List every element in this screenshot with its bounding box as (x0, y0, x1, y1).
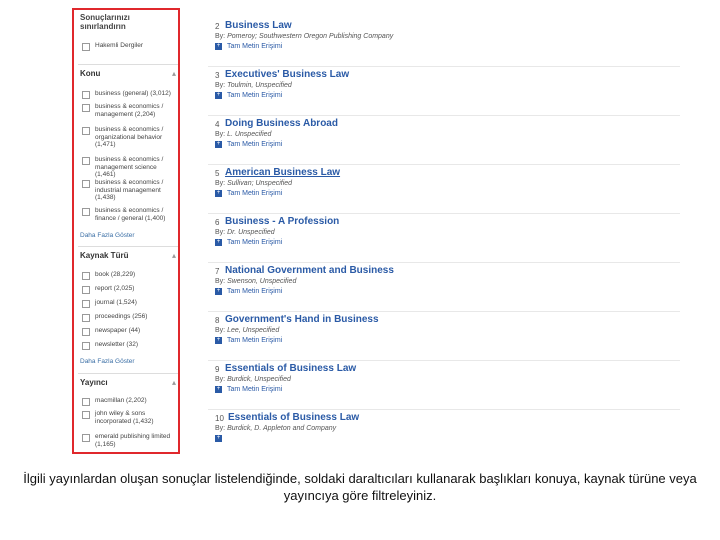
checkbox-box[interactable] (82, 328, 90, 336)
checkbox-box[interactable] (82, 342, 90, 350)
plus-icon: + (216, 43, 221, 49)
result-author (215, 327, 279, 334)
publisher-option[interactable] (82, 433, 178, 448)
full-text-link[interactable] (215, 288, 282, 295)
by-label: By: (215, 131, 226, 138)
checkbox-label: emerald publishing limited (1,165) (95, 433, 171, 448)
checkbox-label: proceedings (256) (95, 313, 148, 320)
source-type-option[interactable] (82, 327, 178, 336)
checkbox-box[interactable] (82, 272, 90, 280)
sidebar-title: Sonuçlarınızı sınırlandırın (80, 13, 130, 31)
full-text-label[interactable]: Tam Metin Erişimi (227, 141, 283, 148)
checkbox-box[interactable] (82, 398, 90, 406)
checkbox-box[interactable] (82, 157, 90, 165)
result-item (208, 214, 680, 263)
full-text-link[interactable] (215, 43, 282, 50)
collapse-icon[interactable]: ▴ (171, 251, 176, 260)
checkbox-label: book (28,229) (95, 271, 136, 278)
result-number: 4 (215, 120, 220, 129)
checkbox-box[interactable] (82, 208, 90, 216)
checkbox-box[interactable] (82, 300, 90, 308)
divider (78, 246, 178, 247)
checkbox-label: business (general) (3,012) (95, 90, 171, 97)
result-number: 10 (215, 414, 224, 423)
author-name: Burdick, Unspecified (227, 376, 291, 383)
checkbox-label: macmillan (2,202) (95, 397, 147, 404)
plus-icon: + (216, 386, 221, 392)
result-number: 2 (215, 22, 220, 31)
checkbox-label: newspaper (44) (95, 327, 141, 334)
author-name: Sullivan; Unspecified (227, 180, 293, 187)
checkbox-label: business & economics / management science (1,461) (95, 156, 164, 178)
result-title-link[interactable]: Doing Business Abroad (225, 118, 338, 129)
result-item (208, 263, 680, 312)
result-item (208, 312, 680, 361)
result-item (208, 116, 680, 165)
plus-icon: + (216, 288, 221, 294)
collapse-icon[interactable]: ▴ (171, 69, 176, 78)
author-name: Burdick, D. Appleton and Company (227, 425, 337, 432)
checkbox-label: business & economics / industrial management (1,438) (95, 179, 164, 201)
full-text-link[interactable] (215, 386, 282, 393)
result-number: 7 (215, 267, 220, 276)
publisher-option[interactable] (82, 410, 178, 425)
full-text-label[interactable]: Tam Metin Erişimi (227, 288, 283, 295)
checkbox-label: john wiley & sons incorporated (1,432) (95, 410, 154, 425)
author-name: Swenson, Unspecified (227, 278, 297, 285)
checkbox-box[interactable] (82, 91, 90, 99)
source-type-option[interactable] (82, 313, 178, 322)
checkbox-box[interactable] (82, 43, 90, 51)
plus-icon: + (216, 337, 221, 343)
subject-option[interactable] (82, 126, 178, 149)
result-item (208, 410, 680, 454)
subject-heading[interactable]: Konu (80, 69, 101, 78)
result-title-link[interactable]: Executives' Business Law (225, 69, 350, 80)
result-author (215, 180, 292, 187)
result-title-link[interactable]: Business Law (225, 20, 292, 31)
result-item (208, 67, 680, 116)
checkbox-label: newsletter (32) (95, 341, 138, 348)
full-text-link[interactable] (215, 92, 282, 99)
full-text-label[interactable]: Tam Metin Erişimi (227, 337, 283, 344)
by-label: By: (215, 229, 226, 236)
checkbox-label: business & economics / management (2,204) (95, 103, 164, 118)
full-text-link[interactable] (215, 141, 282, 148)
result-number: 9 (215, 365, 220, 374)
instruction-caption: İlgili yayınlardan oluşan sonuçlar listelendiğinde, soldaki daraltıcıları kullanarak başlıkları konuya, kaynak türüne veya yayıncıya göre filtreleyiniz. (23, 471, 697, 503)
subject-option[interactable] (82, 90, 178, 99)
checkbox-box[interactable] (82, 314, 90, 322)
result-title-link[interactable]: Essentials of Business Law (225, 363, 357, 374)
checkbox-label: journal (1,524) (95, 299, 137, 306)
plus-icon: + (216, 190, 221, 196)
full-text-link[interactable] (215, 190, 282, 197)
result-title-link[interactable]: Government's Hand in Business (225, 314, 379, 325)
plus-icon: + (216, 141, 221, 147)
by-label: By: (215, 180, 226, 187)
source-type-option[interactable] (82, 341, 178, 350)
checkbox-label: report (2,025) (95, 285, 135, 292)
divider (78, 64, 178, 65)
by-label: By: (215, 33, 226, 40)
filter-sidebar (72, 8, 180, 454)
divider (78, 373, 178, 374)
result-author (215, 33, 393, 40)
subject-option[interactable] (82, 179, 178, 202)
checkbox-box[interactable] (82, 104, 90, 112)
checkbox-box[interactable] (82, 180, 90, 188)
full-text-link[interactable] (215, 337, 282, 344)
source-type-option[interactable] (82, 299, 178, 308)
show-more-source-link[interactable]: Daha Fazla Göster (80, 358, 135, 365)
subject-option[interactable] (82, 156, 178, 179)
checkbox-label: Hakemli Dergiler (95, 42, 144, 49)
by-label: By: (215, 376, 226, 383)
full-text-link[interactable] (215, 239, 282, 246)
publisher-option[interactable] (82, 397, 178, 406)
show-more-subject-link[interactable]: Daha Fazla Göster (80, 232, 135, 239)
result-number: 6 (215, 218, 220, 227)
author-name: Dr. Unspecified (227, 229, 275, 236)
result-author (215, 425, 336, 432)
full-text-label[interactable]: Tam Metin Erişimi (227, 92, 283, 99)
result-number: 3 (215, 71, 220, 80)
source-type-option[interactable] (82, 285, 178, 294)
result-title-link[interactable]: Business - A Profession (225, 216, 340, 227)
checkbox-box[interactable] (82, 127, 90, 135)
result-title-link[interactable]: Essentials of Business Law (228, 412, 360, 423)
result-author (215, 278, 296, 285)
author-name: Lee, Unspecified (227, 327, 280, 334)
collapse-icon[interactable]: ▴ (171, 378, 176, 387)
publisher-heading[interactable]: Yayıncı (80, 378, 108, 387)
result-item (208, 165, 680, 214)
source-type-option[interactable] (82, 271, 178, 280)
result-number: 5 (215, 169, 220, 178)
plus-icon: + (216, 435, 221, 441)
checkbox-label: business & economics / finance / general (1,400) (95, 207, 166, 222)
checkbox-box[interactable] (82, 434, 90, 442)
result-author (215, 131, 271, 138)
full-text-link[interactable] (215, 435, 227, 442)
by-label: By: (215, 82, 226, 89)
full-text-label[interactable]: Tam Metin Erişimi (227, 190, 283, 197)
result-title-link[interactable]: National Government and Business (225, 265, 394, 276)
checkbox-label: business & economics / organizational behavior (1,471) (95, 126, 164, 148)
subject-option[interactable] (82, 103, 178, 118)
author-name: Pomeroy; Southwestern Oregon Publishing Company (227, 33, 394, 40)
full-text-label[interactable]: Tam Metin Erişimi (227, 43, 283, 50)
result-title-link[interactable]: American Business Law (225, 167, 341, 178)
result-item (208, 18, 680, 67)
plus-icon: + (216, 92, 221, 98)
by-label: By: (215, 327, 226, 334)
author-name: L. Unspecified (227, 131, 272, 138)
result-author (215, 376, 291, 383)
full-text-label[interactable]: Tam Metin Erişimi (227, 386, 283, 393)
result-number: 8 (215, 316, 220, 325)
result-author (215, 229, 275, 236)
checkbox-box[interactable] (82, 286, 90, 294)
source-type-heading[interactable]: Kaynak Türü (80, 251, 129, 260)
by-label: By: (215, 425, 226, 432)
checkbox-box[interactable] (82, 411, 90, 419)
peer-reviewed-checkbox[interactable] (82, 42, 178, 51)
subject-option[interactable] (82, 207, 178, 222)
result-item (208, 361, 680, 410)
by-label: By: (215, 278, 226, 285)
plus-icon: + (216, 239, 221, 245)
result-author (215, 82, 292, 89)
author-name: Toulmin, Unspecified (227, 82, 292, 89)
full-text-label[interactable]: Tam Metin Erişimi (227, 239, 283, 246)
